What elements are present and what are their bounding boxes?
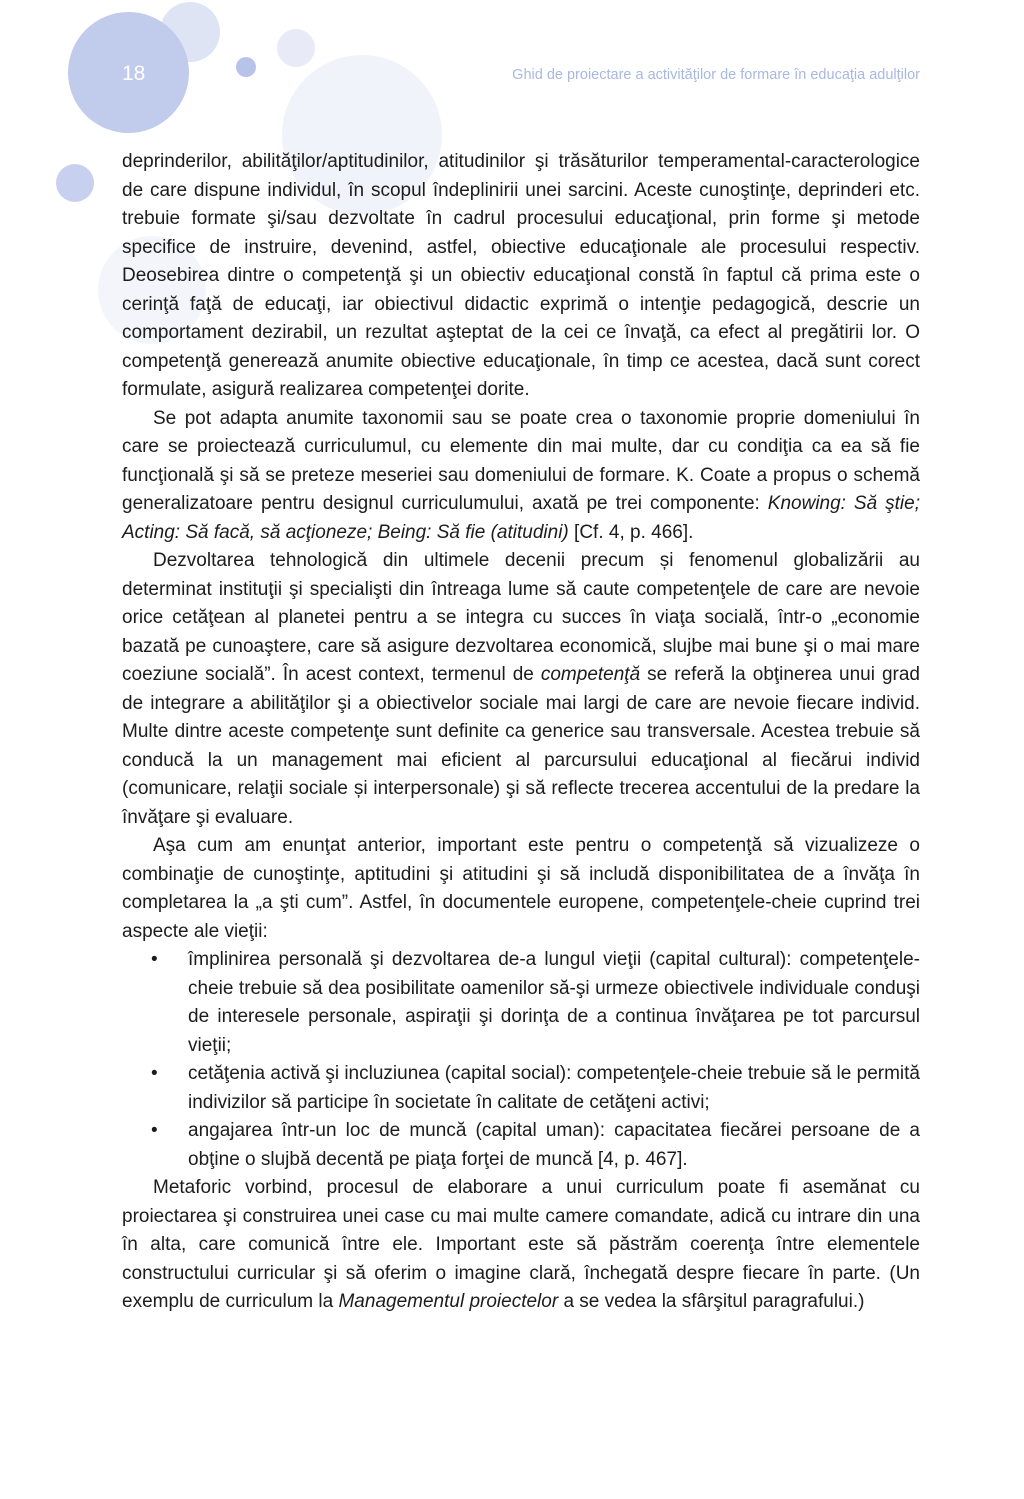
body-text bbox=[122, 148, 920, 1317]
paragraph-1: deprinderilor, abilităţilor/aptitudinilor, atitudinilor şi trăsăturilor temperamental-caracterologice de care dispune individul, în scopul îndeplinirii unei sarcini. Aceste cunoştinţe, deprinderi etc. trebuie formate şi/sau dezvoltate în cadrul procesului educaţional, prin forme şi metode specifice de instruire, devenind, astfel, obiective educaţionale ale procesului respectiv. Deosebirea dintre o competenţă şi un obiectiv educaţional constă în faptul că prima este o cerinţă faţă de educaţi, iar obiectivul didactic exprimă o intenţie pedagogică, descrie un comportament dezirabil, un rezultat aşteptat de la cei ce învaţă, ca efect al pregătirii lor. O competenţă generează anumite obiective educaţionale, în timp ce acestea, dacă sunt corect formulate, asigură realizarea competenţei dorite. bbox=[122, 151, 920, 400]
paragraph-3-italic: competenţă bbox=[540, 664, 641, 685]
paragraph-5-italic: Managementul proiectelor bbox=[338, 1291, 559, 1312]
decorative-dot bbox=[236, 57, 256, 77]
bullet-list bbox=[122, 946, 920, 1174]
bullet-item: • cetăţenia activă şi incluziunea (capital social): competenţele-cheie trebuie să le permită indivizilor să participe în societate în calitate de cetăţeni activi; bbox=[122, 1060, 920, 1117]
bullet-item: • împlinirea personală şi dezvoltarea de-a lungul vieţii (capital cultural): competenţele-cheie trebuie să dea posibilitate oamenilor să-şi urmeze obiectivele individuale conduşi de interesele personale, aspiraţii şi dorinţa de a continua învăţarea pe tot parcursul vieţii; bbox=[122, 946, 920, 1060]
paragraph-5-text: Metaforic vorbind, procesul de elaborare a unui curriculum poate fi asemănat cu proiectarea şi construirea unei case cu mai multe camere comandate, adică cu intrare din una în alta, care comunică între ele. Important este să păstrăm coerenţa între elementele constructului curricular şi să oferim o imagine clară, închegată despre fiecare în parte. (Un exemplu de curriculum la bbox=[122, 1177, 920, 1312]
decorative-circle-small-faint bbox=[277, 29, 315, 67]
running-header: Ghid de proiectare a activităţilor de formare în educaţia adulţilor bbox=[512, 67, 920, 83]
decorative-circle-left bbox=[56, 164, 94, 202]
paragraph-2-text: Se pot adapta anumite taxonomii sau se poate crea o taxonomie proprie domeniului în care se proiectează curriculumul, cu elemente din mai multe, dar cu condiţia ca ea să fie funcţională şi să se preteze meseriei sau domeniului de formare. K. Coate a propus o schemă generalizatoare pentru designul curriculumului, axată pe trei componente: bbox=[122, 407, 920, 514]
paragraph-2-italic: Knowing: Să ştie; Acting: Să facă, să acţioneze; Being: Să fie (atitudini) bbox=[122, 493, 920, 543]
paragraph-2-citation: [Cf. 4, p. 466]. bbox=[568, 521, 694, 543]
bullet-item: • angajarea într-un loc de muncă (capital uman): capacitatea fiecărei persoane de a obţine o slujbă decentă pe piaţa forţei de muncă [4, p. 467]. bbox=[122, 1117, 920, 1174]
paragraph-5-text-end: a se vedea la sfârşitul paragrafului.) bbox=[558, 1291, 865, 1312]
page-number: 18 bbox=[122, 62, 146, 85]
paragraph-3-text: Dezvoltarea tehnologică din ultimele decenii precum și fenomenul globalizării au determinat instituţii şi specialişti din întreaga lume să caute competenţele de care are nevoie orice cetăţean al planetei pentru a se integra cu succes în viaţa socială, într-o „economie bazată pe cunoaştere, care să asigure dezvoltarea economică, slujbe mai bune şi o mai mare coeziune socială”. În acest context, termenul de bbox=[122, 550, 920, 685]
paragraph-3 bbox=[122, 547, 920, 832]
paragraph-3-text-end: se referă la obţinerea unui grad de integrare a abilităţilor şi a obiectivelor sociale mai largi de care are nevoie fiecare individ. Multe dintre aceste competenţe sunt definite ca generice sau transversale. Acestea trebuie să conducă la un management mai eficient al parcursului educaţional al fiecărui individ (comunicare, relaţii sociale și interpersonale) şi să reflecte trecerea accentului de la predare la învăţare şi evaluare. bbox=[122, 664, 920, 828]
paragraph-4: Aşa cum am enunţat anterior, important este pentru o competenţă să vizualizeze o combinaţie de cunoştinţe, aptitudini şi atitudini şi să includă disponibilitatea de a învăţa în completarea la „a şti cum”. Astfel, în documentele europene, competenţele-cheie cuprind trei aspecte ale vieţii: bbox=[122, 835, 920, 942]
paragraph-5 bbox=[122, 1174, 920, 1317]
paragraph-2 bbox=[122, 405, 920, 548]
